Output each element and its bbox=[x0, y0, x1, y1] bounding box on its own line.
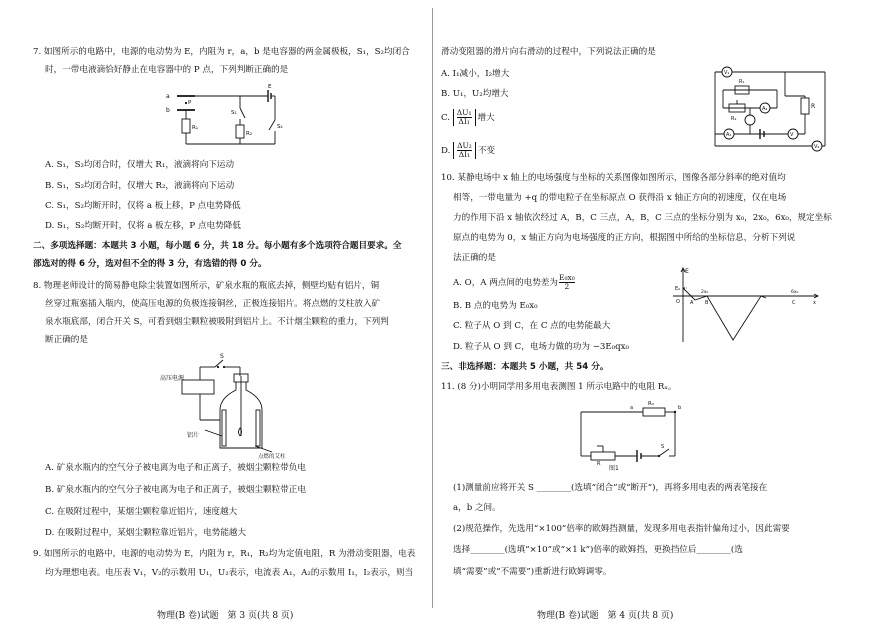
q8-switch-label: S bbox=[220, 353, 224, 360]
left-page bbox=[0, 0, 430, 630]
svg-text:6x₀: 6x₀ bbox=[791, 290, 799, 295]
q9-option-c-numerator: ΔU₁ bbox=[456, 108, 472, 117]
svg-text:R₁: R₁ bbox=[192, 125, 199, 131]
svg-text:S: S bbox=[661, 444, 665, 450]
q11-part1-line2: a，b 之间。 bbox=[453, 503, 501, 513]
q11-figure-label: 图1 bbox=[609, 465, 619, 472]
svg-text:R: R bbox=[811, 103, 816, 110]
q11-part2-line3: 填“需要”或“不需要”)重新进行欧姆调零。 bbox=[453, 567, 612, 577]
q11-part2-line1: (2)规范操作，先选用“×100”倍率的欧姆挡测量，发现多用电表指针偏角过小，因此需要 bbox=[453, 524, 790, 534]
svg-text:A₂: A₂ bbox=[762, 106, 768, 112]
q9-stem-line1: 9. 如图所示的电路中，电源的电动势为 E，内阻为 r，R₁，R₂均为定值电阻，R 为滑动变阻器，电表 bbox=[33, 549, 416, 559]
q9-stem-line2: 均为理想电表。电压表 V₁，V₂的示数用 U₁，U₂表示，电流表 A₁，A₂的示数用 I₁，I₂表示，则当 bbox=[45, 568, 414, 578]
q11-stem: 11. (8 分)小明同学用多用电表测图 1 所示电路中的电阻 Rₓ。 bbox=[441, 382, 677, 392]
q9-option-d-text: 不变 bbox=[477, 146, 496, 156]
svg-text:A: A bbox=[690, 300, 694, 306]
q8-stem-line4: 断正确的是 bbox=[45, 335, 88, 345]
q8-option-b: B. 矿泉水瓶内的空气分子被电离为电子和正离子，被烟尘颗粒带正电 bbox=[45, 485, 306, 495]
q9-circuit-diagram bbox=[705, 62, 835, 154]
q9-option-d-denominator: ΔI₁ bbox=[458, 150, 471, 159]
left-page-footer: 物理(B 卷)试题 第 3 页(共 8 页) bbox=[157, 611, 294, 621]
q11-part2-line2: 选择________(选填“×10”或“×1 k”)倍率的欧姆挡，更换挡位后________(选 bbox=[453, 545, 743, 555]
q7-stem-line2: 时，一带电液滴恰好静止在电容器中的 P 点，下列判断正确的是 bbox=[45, 65, 289, 75]
q10-option-d: D. 粒子从 O 到 C，电场力做的功为 −3E₀qx₀ bbox=[453, 342, 629, 352]
svg-text:R₂: R₂ bbox=[731, 116, 737, 122]
right-page bbox=[435, 0, 870, 630]
q7-option-d: D. S₁，S₂均断开时，仅将 a 板左移，P 点电势降低 bbox=[45, 221, 241, 231]
q7-circuit-diagram bbox=[165, 84, 283, 150]
q10-stem-line2: 相等，一带电量为 +q 的带电粒子在坐标原点 O 获得沿 x 轴正方向的初速度，仅在电场 bbox=[453, 193, 787, 203]
q8-stem-line3: 泉水瓶底部，闭合开关 S，可看到烟尘颗粒被吸附到铝片上。不计烟尘颗粒的重力，下列判 bbox=[45, 317, 389, 327]
page-divider bbox=[432, 8, 433, 608]
q7-option-a: A. S₁，S₂均闭合时，仅增大 R₁，液滴将向下运动 bbox=[45, 160, 235, 170]
q9-option-c-letter: C. bbox=[441, 113, 451, 123]
q8-option-d: D. 在吸附过程中，某烟尘颗粒靠近铝片，电势能越大 bbox=[45, 528, 247, 538]
svg-text:2x₀: 2x₀ bbox=[701, 290, 709, 295]
section2-heading-line2: 部选对的得 6 分，选对但不全的得 3 分，有选错的得 0 分。 bbox=[33, 259, 267, 269]
section2-heading-line1: 二、多项选择题：本题共 3 小题，每小题 6 分，共 18 分。每小题有多个选项符合题目要求。全 bbox=[33, 241, 402, 251]
svg-text:E₀: E₀ bbox=[675, 286, 681, 292]
q9-option-a: A. I₁减小，I₂增大 bbox=[441, 69, 510, 79]
svg-text:O: O bbox=[676, 299, 680, 305]
svg-text:E: E bbox=[268, 84, 272, 90]
q7-option-c: C. S₁，S₂均断开时，仅将 a 板上移，P 点电势降低 bbox=[45, 201, 241, 211]
q11-circuit-diagram bbox=[575, 398, 705, 470]
q10-option-a-denominator: 2 bbox=[564, 282, 570, 291]
svg-text:R₁: R₁ bbox=[739, 79, 745, 85]
svg-text:x: x bbox=[813, 300, 816, 306]
q10-option-a bbox=[453, 274, 576, 291]
q8-moxa-label: 点燃的艾柱 bbox=[258, 454, 286, 460]
q9-stem-continued: 滑动变阻器的滑片向右滑动的过程中，下列说法正确的是 bbox=[441, 47, 656, 57]
svg-text:E: E bbox=[685, 268, 689, 275]
q8-option-a: A. 矿泉水瓶内的空气分子被电离为电子和正离子，被烟尘颗粒带负电 bbox=[45, 463, 306, 473]
q11-part1-line1: (1)测量前应将开关 S ________(选填“闭合”或“断开”)，再将多用电表的两表笔接在 bbox=[453, 483, 768, 493]
q9-option-c-text: 增大 bbox=[477, 113, 495, 123]
svg-text:b: b bbox=[166, 107, 170, 114]
q9-option-d-abs bbox=[453, 142, 476, 159]
q9-option-b: B. U₁，U₂均增大 bbox=[441, 89, 509, 99]
q8-power-label: 高压电源 bbox=[160, 375, 185, 382]
q10-option-c: C. 粒子从 O 到 C，在 C 点的电势能最大 bbox=[453, 321, 611, 331]
svg-text:B: B bbox=[705, 300, 709, 306]
svg-text:R₂: R₂ bbox=[246, 131, 253, 137]
svg-text:R: R bbox=[597, 461, 601, 467]
q8-electrostatic-bottle-diagram bbox=[160, 350, 330, 458]
svg-text:C: C bbox=[792, 300, 796, 306]
q10-option-b: B. B 点的电势为 E₀x₀ bbox=[453, 301, 538, 311]
svg-text:S₁: S₁ bbox=[231, 110, 237, 116]
svg-text:a: a bbox=[166, 93, 170, 100]
q9-option-d-numerator: ΔU₂ bbox=[457, 141, 472, 150]
q10-option-a-numerator: E₀x₀ bbox=[559, 273, 575, 282]
svg-text:V: V bbox=[790, 132, 794, 138]
q9-option-c bbox=[441, 109, 495, 126]
q10-field-graph bbox=[673, 266, 823, 346]
q8-foil-label: 铝片 bbox=[187, 432, 200, 439]
q10-stem-line5: 法正确的是 bbox=[453, 253, 496, 263]
svg-text:S₂: S₂ bbox=[277, 124, 283, 130]
svg-text:V₁: V₁ bbox=[724, 70, 730, 76]
q10-option-a-text: A. O，A 两点间的电势差为 bbox=[453, 278, 558, 288]
q9-option-d-letter: D. bbox=[441, 146, 451, 156]
q9-option-c-denominator: ΔI₁ bbox=[458, 117, 470, 126]
q8-option-c: C. 在吸附过程中，某烟尘颗粒靠近铝片，速度越大 bbox=[45, 507, 238, 517]
q9-option-d bbox=[441, 142, 495, 159]
q7-option-b: B. S₁，S₂均闭合时，仅增大 R₂，液滴将向下运动 bbox=[45, 181, 235, 191]
q10-stem-line1: 10. 某静电场中 x 轴上的电场强度与坐标的关系图像如图所示，图像各部分斜率的绝对值均 bbox=[441, 173, 786, 183]
right-page-footer: 物理(B 卷)试题 第 4 页(共 8 页) bbox=[537, 611, 674, 621]
svg-text:A₁: A₁ bbox=[726, 132, 732, 138]
svg-text:Rₓ: Rₓ bbox=[648, 401, 655, 407]
q8-stem-line1: 8. 物理老师设计的简易静电除尘装置如图所示，矿泉水瓶的瓶底去掉，侧壁均贴有铝片，铜 bbox=[33, 281, 380, 291]
svg-text:P: P bbox=[188, 100, 192, 106]
q7-stem-line1: 7. 如图所示的电路中，电源的电动势为 E，内阻为 r，a，b 是电容器的两金属极板，S₁，S₂均闭合 bbox=[33, 47, 410, 57]
q8-stem-line2: 丝穿过瓶塞插入瓶内，使高压电源的负极连接铜丝，正极连接铝片。将点燃的艾柱放入矿 bbox=[45, 299, 381, 309]
q9-option-c-abs bbox=[453, 109, 476, 126]
q10-stem-line4: 原点的电势为 0，x 轴正方向为电场强度的正方向，根据图中所给的坐标信息，分析下列说 bbox=[453, 233, 796, 243]
svg-text:b: b bbox=[678, 405, 682, 411]
section3-heading: 三、非选择题：本题共 5 小题，共 54 分。 bbox=[441, 362, 609, 372]
q10-stem-line3: 力的作用下沿 x 轴依次经过 A，B，C 三点，A，B，C 三点的坐标分别为 x₀，2x₀，6x₀，规定坐标 bbox=[453, 213, 832, 223]
svg-text:a: a bbox=[630, 405, 634, 411]
svg-text:V₂: V₂ bbox=[814, 144, 820, 150]
